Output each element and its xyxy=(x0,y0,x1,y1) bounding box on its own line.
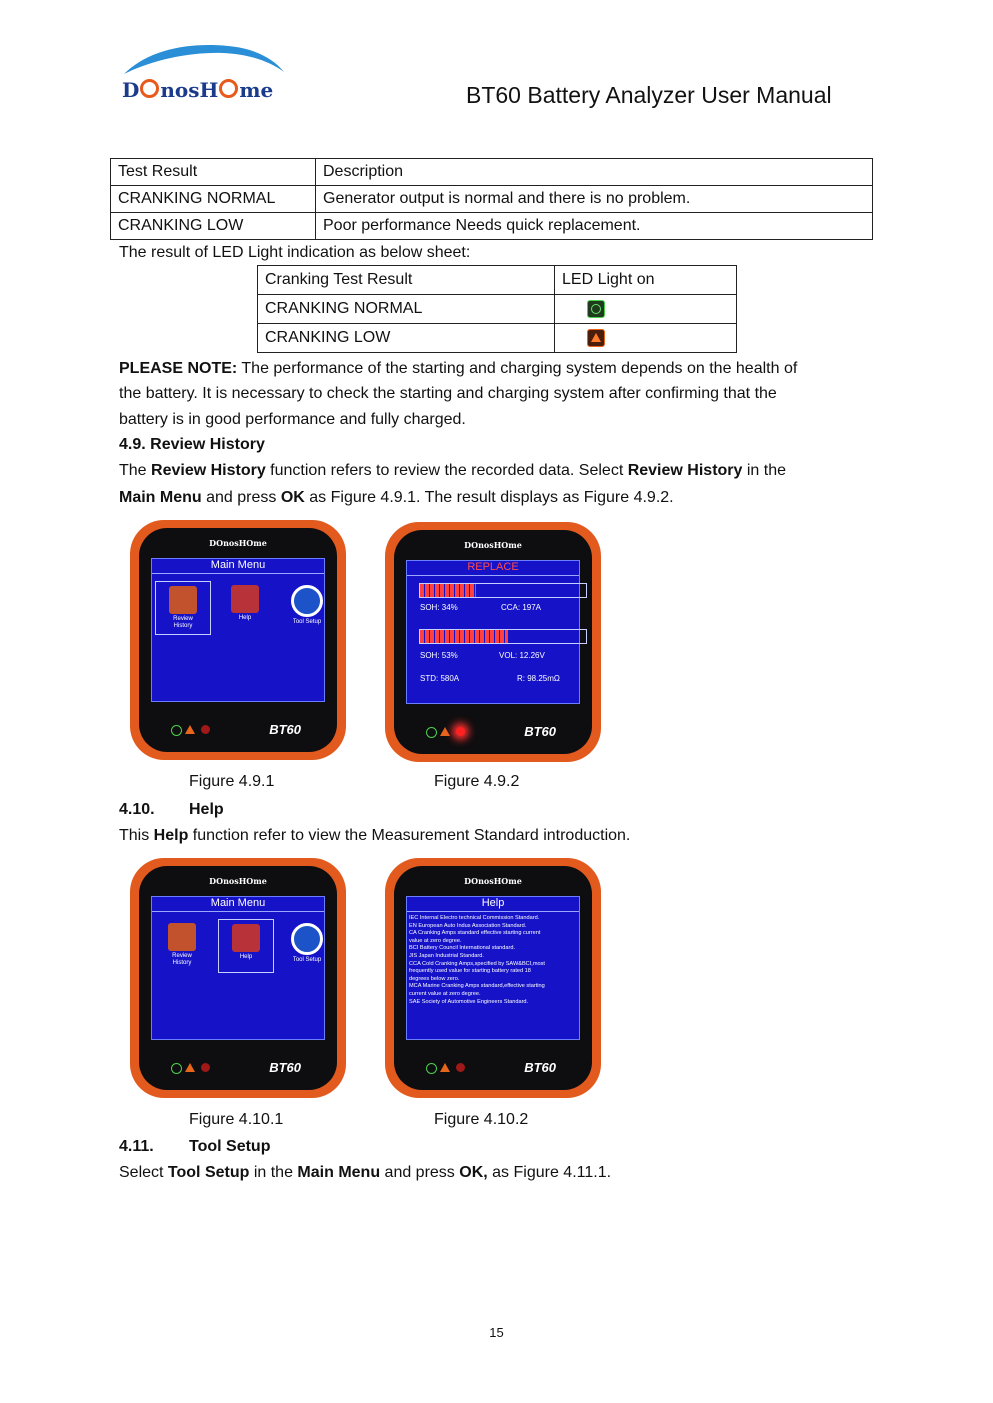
device-figure-4-9-2 xyxy=(385,522,601,762)
led-intro-text: The result of LED Light indication as below sheet: xyxy=(119,244,471,261)
fault-led-icon xyxy=(201,1063,210,1072)
review-history-icon xyxy=(168,923,196,951)
section-heading-4-11: 4.11. Tool Setup xyxy=(119,1138,271,1155)
menu-item-tool-setup[interactable]: Tool Setup xyxy=(280,919,334,971)
device-model: BT60 xyxy=(524,724,556,739)
table-header-cell: LED Light on xyxy=(555,266,737,295)
help-line: SAE Society of Automotive Engineers Standard. xyxy=(409,998,529,1005)
green-check-led-icon xyxy=(587,300,605,318)
section-heading-4-10: 4.10. Help xyxy=(119,801,224,818)
table-row xyxy=(111,186,873,213)
help-line: frequently used value for starting battery rated 18 xyxy=(409,968,531,975)
figure-caption: Figure 4.10.2 xyxy=(434,1111,529,1128)
device-screen xyxy=(406,560,580,704)
gear-icon xyxy=(291,585,323,617)
warning-led-icon xyxy=(185,725,195,734)
section-4-9-para-line-2: Main Menu and press OK as Figure 4.9.1. The result displays as Figure 4.9.2. xyxy=(119,489,674,506)
table-cell: Poor performance Needs quick replacement. xyxy=(316,213,873,240)
fault-led-icon xyxy=(201,725,210,734)
help-line: MCA Marine Cranking Amps standard,effective starting xyxy=(409,983,545,990)
gear-icon xyxy=(291,923,323,955)
help-book-icon xyxy=(232,924,260,952)
help-book-icon xyxy=(231,585,259,613)
warning-led-icon xyxy=(440,727,450,736)
help-line: CA Cranking Amps standard effective starting current xyxy=(409,930,541,937)
table-row xyxy=(111,159,873,186)
device-figure-4-9-1 xyxy=(130,520,346,760)
table-row xyxy=(258,324,737,353)
table-cell: CRANKING LOW xyxy=(258,324,555,353)
figure-caption: Figure 4.9.1 xyxy=(189,773,275,790)
manual-title: BT60 Battery Analyzer User Manual xyxy=(466,82,832,108)
help-line: degrees below zero. xyxy=(409,975,460,982)
check-led-icon xyxy=(171,1063,182,1074)
device-logo: DOnosHOme xyxy=(209,538,267,548)
warning-led-icon xyxy=(440,1063,450,1072)
screen-title: REPLACE xyxy=(407,561,579,576)
cca-readout: CCA: 197A xyxy=(501,603,542,612)
section-heading-4-9: 4.9. Review History xyxy=(119,436,265,453)
note-line-2: the battery. It is necessary to check the starting and charging system after confirming that the xyxy=(119,385,777,402)
test-result-table xyxy=(110,158,873,240)
device-screen xyxy=(406,896,580,1040)
table-row xyxy=(258,266,737,295)
note-line-1: PLEASE NOTE: The performance of the starting and charging system depends on the health of xyxy=(119,360,798,377)
resistance-readout: R: 98.25mΩ xyxy=(517,674,560,683)
device-model: BT60 xyxy=(269,722,301,737)
menu-item-review-history[interactable]: Review History xyxy=(155,919,209,971)
device-model: BT60 xyxy=(269,1060,301,1075)
menu-item-help[interactable]: Help xyxy=(218,919,274,973)
device-logo: DOnosHOme xyxy=(464,876,522,886)
device-logo: DOnosHOme xyxy=(464,540,522,550)
device-logo: DOnosHOme xyxy=(209,876,267,886)
table-row xyxy=(258,295,737,324)
screen-title: Main Menu xyxy=(152,559,324,574)
device-screen xyxy=(151,896,325,1040)
device-screen xyxy=(151,558,325,702)
table-header-cell: Test Result xyxy=(111,159,316,186)
table-cell: CRANKING LOW xyxy=(111,213,316,240)
screen-title: Main Menu xyxy=(152,897,324,912)
help-line: CCA Cold Cranking Amps,specified by SAW&BCI,most xyxy=(409,960,545,967)
menu-item-tool-setup[interactable]: Tool Setup xyxy=(280,581,334,633)
figure-caption: Figure 4.9.2 xyxy=(434,773,520,790)
soh-bar-1 xyxy=(419,583,587,598)
check-led-icon xyxy=(171,725,182,736)
soh-readout-2: SOH: 53% xyxy=(420,651,458,660)
help-line: BCI Battery Council International standard. xyxy=(409,945,516,952)
menu-item-help[interactable]: Help xyxy=(218,581,272,633)
soh-bar-2 xyxy=(419,629,587,644)
voltage-readout: VOL: 12.26V xyxy=(499,651,545,660)
screen-title: Help xyxy=(407,897,579,912)
table-cell: CRANKING NORMAL xyxy=(258,295,555,324)
menu-item-review-history[interactable]: Review History xyxy=(155,581,211,635)
orange-warning-led-icon xyxy=(587,329,605,347)
help-line: IEC Internal Electro technical Commission Standard. xyxy=(409,915,540,921)
help-line: JIS Japan Industrial Standard. xyxy=(409,952,484,959)
table-header-cell: Description xyxy=(316,159,873,186)
help-line: EN European Auto Indus Association Standard. xyxy=(409,922,527,929)
figure-caption: Figure 4.10.1 xyxy=(189,1111,284,1128)
table-header-cell: Cranking Test Result xyxy=(258,266,555,295)
page-number: 15 xyxy=(489,1325,504,1340)
note-line-3: battery is in good performance and fully charged. xyxy=(119,411,466,428)
device-figure-4-10-2 xyxy=(385,858,601,1098)
soh-readout-1: SOH: 34% xyxy=(420,603,458,612)
table-cell: Generator output is normal and there is no problem. xyxy=(316,186,873,213)
review-history-icon xyxy=(169,586,197,614)
device-figure-4-10-1 xyxy=(130,858,346,1098)
warning-led-icon xyxy=(185,1063,195,1072)
check-led-icon xyxy=(426,1063,437,1074)
table-row xyxy=(111,213,873,240)
check-led-icon xyxy=(426,727,437,738)
section-4-10-para: This Help function refer to view the Measurement Standard introduction. xyxy=(119,827,631,844)
fault-led-icon xyxy=(456,727,465,736)
table-cell: CRANKING NORMAL xyxy=(111,186,316,213)
fault-led-icon xyxy=(456,1063,465,1072)
section-4-9-para-line-1: The Review History function refers to review the recorded data. Select Review History in the xyxy=(119,462,787,479)
donoshome-logo: D nosH me xyxy=(118,40,288,112)
help-line: value at zero degree. xyxy=(409,937,462,944)
led-table xyxy=(257,265,737,353)
std-readout: STD: 580A xyxy=(420,674,460,683)
device-model: BT60 xyxy=(524,1060,556,1075)
help-line: current value at zero degree. xyxy=(409,990,481,997)
help-text xyxy=(409,915,577,1006)
section-4-11-para: Select Tool Setup in the Main Menu and press OK, as Figure 4.11.1. xyxy=(119,1164,612,1181)
